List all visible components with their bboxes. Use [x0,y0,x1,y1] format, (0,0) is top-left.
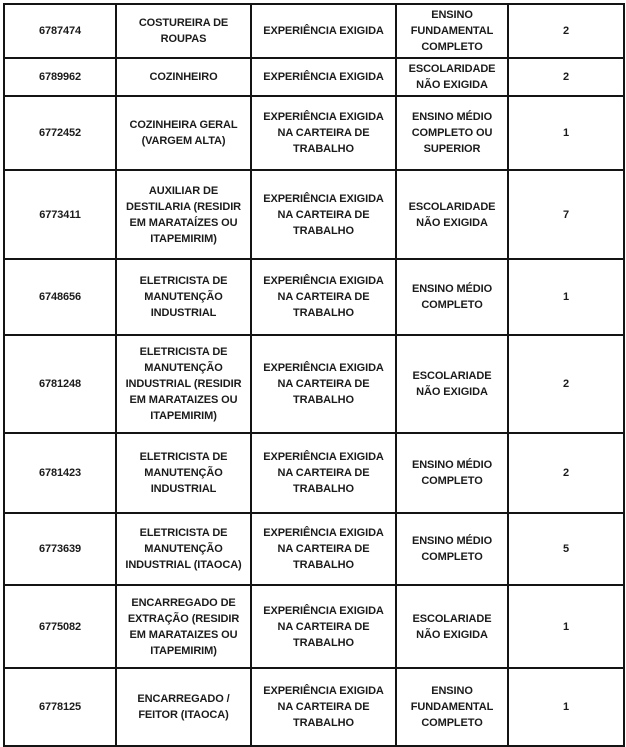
table-row [4,513,624,585]
cell-education: ENSINO FUNDAMENTAL COMPLETO [396,668,508,746]
cell-experience: EXPERIÊNCIA EXIGIDA NA CARTEIRA DE TRABALHO [251,513,396,585]
table-row [4,96,624,170]
cell-experience: EXPERIÊNCIA EXIGIDA NA CARTEIRA DE TRABALHO [251,259,396,335]
cell-id: 6775082 [4,585,116,668]
cell-education: ESCOLARIDADE NÃO EXIGIDA [396,170,508,259]
table-row [4,58,624,96]
cell-experience: EXPERIÊNCIA EXIGIDA NA CARTEIRA DE TRABALHO [251,335,396,433]
cell-occupation: AUXILIAR DE DESTILARIA (RESIDIR EM MARATAÍZES OU ITAPEMIRIM) [116,170,251,259]
cell-vacancies: 1 [508,259,624,335]
cell-education: ENSINO MÉDIO COMPLETO [396,433,508,513]
cell-occupation: ELETRICISTA DE MANUTENÇÃO INDUSTRIAL [116,259,251,335]
cell-occupation: ENCARREGADO / FEITOR (ITAOCA) [116,668,251,746]
cell-experience: EXPERIÊNCIA EXIGIDA NA CARTEIRA DE TRABALHO [251,668,396,746]
cell-experience: EXPERIÊNCIA EXIGIDA NA CARTEIRA DE TRABALHO [251,170,396,259]
cell-vacancies: 7 [508,170,624,259]
cell-vacancies: 2 [508,433,624,513]
cell-education: ENSINO FUNDAMENTAL COMPLETO [396,4,508,58]
cell-experience: EXPERIÊNCIA EXIGIDA NA CARTEIRA DE TRABALHO [251,585,396,668]
table-row [4,4,624,58]
table-row [4,668,624,746]
cell-experience: EXPERIÊNCIA EXIGIDA NA CARTEIRA DE TRABALHO [251,96,396,170]
cell-vacancies: 1 [508,585,624,668]
table-row [4,170,624,259]
cell-experience: EXPERIÊNCIA EXIGIDA NA CARTEIRA DE TRABALHO [251,433,396,513]
cell-id: 6748656 [4,259,116,335]
cell-id: 6778125 [4,668,116,746]
cell-vacancies: 2 [508,58,624,96]
cell-id: 6773411 [4,170,116,259]
cell-vacancies: 2 [508,335,624,433]
cell-id: 6781423 [4,433,116,513]
table-row [4,259,624,335]
cell-experience: EXPERIÊNCIA EXIGIDA [251,58,396,96]
cell-occupation: ELETRICISTA DE MANUTENÇÃO INDUSTRIAL [116,433,251,513]
cell-vacancies: 1 [508,96,624,170]
cell-occupation: COZINHEIRA GERAL (VARGEM ALTA) [116,96,251,170]
cell-education: ENSINO MÉDIO COMPLETO [396,513,508,585]
cell-education: ENSINO MÉDIO COMPLETO [396,259,508,335]
vacancy-table-body [4,4,624,746]
cell-occupation: ENCARREGADO DE EXTRAÇÃO (RESIDIR EM MARATAIZES OU ITAPEMIRIM) [116,585,251,668]
cell-education: ESCOLARIADE NÃO EXIGIDA [396,585,508,668]
cell-occupation: COSTUREIRA DE ROUPAS [116,4,251,58]
table-row [4,335,624,433]
cell-occupation: ELETRICISTA DE MANUTENÇÃO INDUSTRIAL (ITAOCA) [116,513,251,585]
cell-vacancies: 5 [508,513,624,585]
cell-occupation: ELETRICISTA DE MANUTENÇÃO INDUSTRIAL (RESIDIR EM MARATAIZES OU ITAPEMIRIM) [116,335,251,433]
cell-id: 6787474 [4,4,116,58]
cell-id: 6781248 [4,335,116,433]
cell-experience: EXPERIÊNCIA EXIGIDA [251,4,396,58]
table-row [4,433,624,513]
cell-occupation: COZINHEIRO [116,58,251,96]
cell-vacancies: 2 [508,4,624,58]
cell-id: 6789962 [4,58,116,96]
table-row [4,585,624,668]
vacancy-table [3,3,625,747]
cell-education: ESCOLARIADE NÃO EXIGIDA [396,335,508,433]
cell-education: ESCOLARIDADE NÃO EXIGIDA [396,58,508,96]
cell-education: ENSINO MÉDIO COMPLETO OU SUPERIOR [396,96,508,170]
cell-id: 6772452 [4,96,116,170]
cell-id: 6773639 [4,513,116,585]
cell-vacancies: 1 [508,668,624,746]
